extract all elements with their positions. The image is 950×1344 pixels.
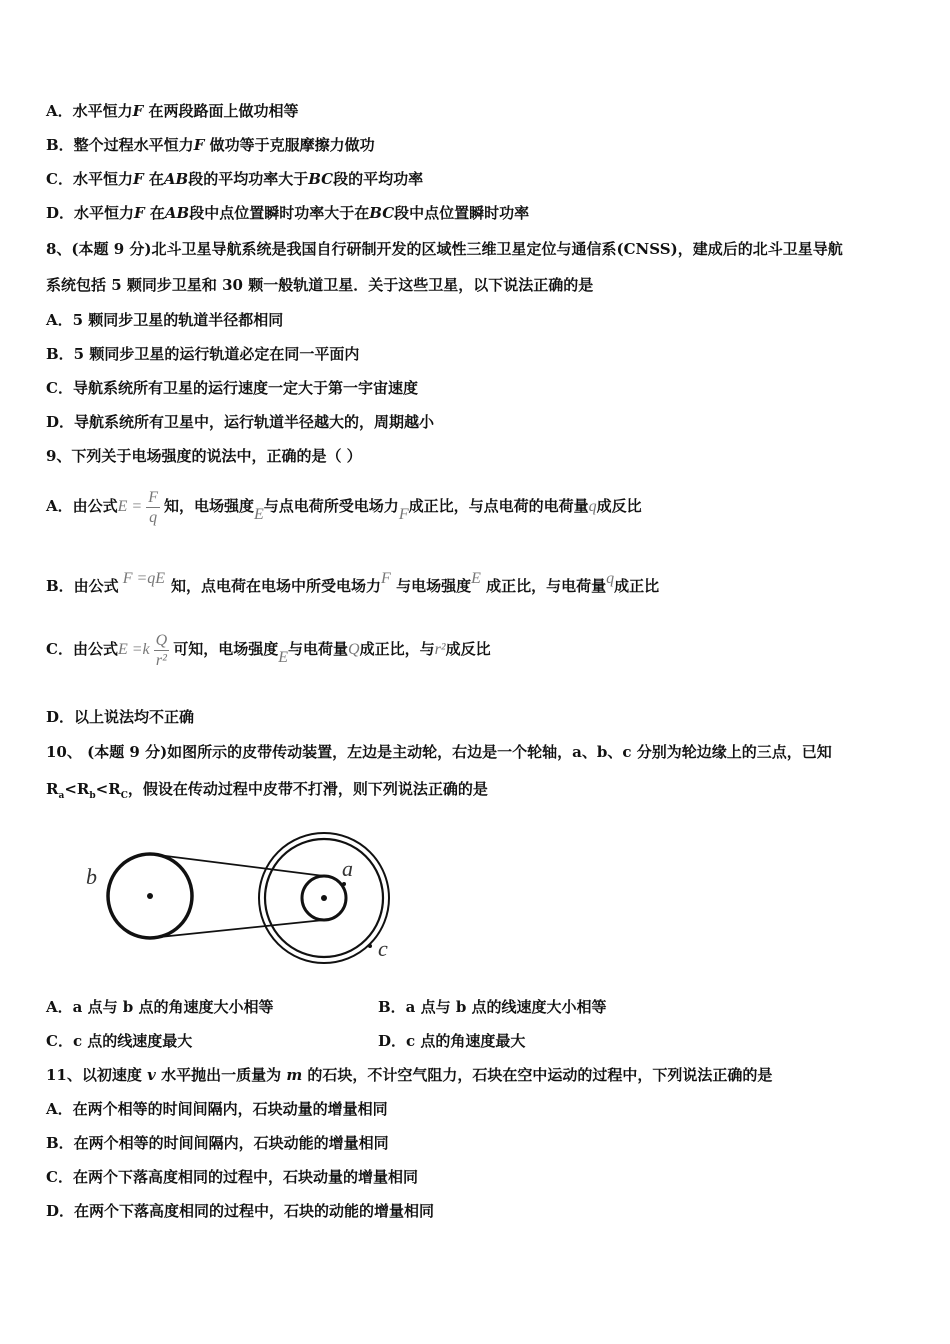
q7-option-b xyxy=(46,135,375,155)
q10-option-c: C．c 点的线速度最大 xyxy=(46,1032,193,1050)
symbol-e: E xyxy=(278,649,288,666)
text-segment: 成正比，与电荷量 xyxy=(486,577,607,595)
q11-option-b: B．在两个相等的时间间隔内，石块动能的增量相同 xyxy=(46,1134,389,1152)
symbol-v: v xyxy=(147,1066,156,1084)
right-wheel-axle xyxy=(321,895,327,901)
q7-option-d-mid: 段中点位置瞬时功率大于在 xyxy=(189,204,370,222)
symbol-bc: BC xyxy=(369,204,395,222)
q8-option-c: C．导航系统所有卫星的运行速度一定大于第一宇宙速度 xyxy=(46,379,418,397)
text-segment: R xyxy=(46,780,59,798)
symbol-m: m xyxy=(286,1066,303,1084)
q7-option-a-label: A．水平恒力 xyxy=(46,102,133,120)
text-in: 在 xyxy=(149,204,165,222)
formula-lhs: E = xyxy=(117,498,143,515)
subscript-a: a xyxy=(58,791,65,801)
left-wheel-axle xyxy=(147,893,153,899)
q10-option-b: B．a 点与 b 点的线速度大小相等 xyxy=(378,998,607,1016)
fraction-denominator: q xyxy=(149,508,158,526)
q10-stem-line-1: 10、 (本题 9 分)如图所示的皮带传动装置，左边是主动轮，右边是一个轮轴，a、b、c 分别为轮边缘上的三点，已知 xyxy=(46,743,832,761)
fraction-denominator: r² xyxy=(155,651,167,669)
text-segment: 成正比，与 xyxy=(359,640,435,658)
q9-option-a-label: A．由公式 xyxy=(46,497,118,515)
q11-option-a: A．在两个相等的时间间隔内，石块动量的增量相同 xyxy=(46,1100,388,1118)
symbol-q: Q xyxy=(348,641,360,658)
text-segment: 知，点电荷在电场中所受电场力 xyxy=(171,577,382,595)
text-segment: 成正比 xyxy=(614,577,660,595)
text-segment: 11、以初速度 xyxy=(46,1066,142,1084)
text-segment: 成反比 xyxy=(596,497,642,515)
q8-stem-line-2: 系统包括 5 颗同步卫星和 30 颗一般轨道卫星．关于这些卫星，以下说法正确的是 xyxy=(46,276,594,294)
label-a: a xyxy=(342,856,353,881)
text-segment: <R xyxy=(64,780,90,798)
q9-stem: 9、下列关于电场强度的说法中，正确的是（ ） xyxy=(46,447,362,465)
q10-option-a: A．a 点与 b 点的角速度大小相等 xyxy=(46,998,274,1016)
q7-option-c-mid: 段的平均功率大于 xyxy=(188,170,309,188)
symbol-e: E xyxy=(471,570,481,587)
q9-option-b xyxy=(46,566,659,607)
q9-option-c xyxy=(46,629,491,670)
text-segment: ，假设在传动过程中皮带不打滑，则下列说法正确的是 xyxy=(127,780,488,798)
q8-option-a: A．5 颗同步卫星的轨道半径都相同 xyxy=(46,311,284,329)
text-segment: 的石块，不计空气阻力，石块在空中运动的过程中，下列说法正确的是 xyxy=(307,1066,773,1084)
symbol-e: E xyxy=(254,506,264,523)
q9-option-b-label: B．由公式 xyxy=(46,577,119,595)
q7-option-b-label: B．整个过程水平恒力 xyxy=(46,136,194,154)
symbol-ab: AB xyxy=(163,170,189,188)
point-a xyxy=(342,882,346,886)
q7-option-d xyxy=(46,203,529,223)
q9-option-d: D．以上说法均不正确 xyxy=(46,708,195,726)
symbol-bc: BC xyxy=(308,170,334,188)
fraction-numerator: F xyxy=(148,488,158,506)
symbol-f: F xyxy=(134,204,145,222)
symbol-f: F xyxy=(132,170,144,188)
formula: F =qE xyxy=(122,570,166,587)
q7-option-c-rest: 段的平均功率 xyxy=(333,170,424,188)
formula-lhs: E =k xyxy=(117,641,150,658)
q9-option-c-label: C．由公式 xyxy=(46,640,118,658)
q7-option-a xyxy=(46,101,299,121)
text-segment: 可知，电场强度 xyxy=(173,640,279,658)
q11-stem xyxy=(46,1065,772,1085)
q11-option-c: C．在两个下落高度相同的过程中，石块动量的增量相同 xyxy=(46,1168,418,1186)
text-segment: 成正比，与点电荷的电荷量 xyxy=(408,497,589,515)
q7-option-d-label: D．水平恒力 xyxy=(46,204,135,222)
symbol-f: F xyxy=(398,506,409,523)
q8-option-b: B．5 颗同步卫星的运行轨道必定在同一平面内 xyxy=(46,345,360,363)
text-segment: 水平抛出一质量为 xyxy=(161,1066,282,1084)
q7-option-b-text: 做功等于克服摩擦力做功 xyxy=(209,136,375,154)
fraction-numerator: Q xyxy=(155,631,168,649)
text-in: 在 xyxy=(148,170,164,188)
label-b: b xyxy=(86,864,97,889)
q10-stem-line-2 xyxy=(46,779,488,806)
q8-stem-line-1: 8、(本题 9 分)北斗卫星导航系统是我国自行研制开发的区域性三维卫星定位与通信系(CNSS)，建成后的北斗卫星导航 xyxy=(46,240,843,258)
belt-pulley-diagram xyxy=(80,828,420,978)
formula-fraction xyxy=(146,488,160,527)
label-c: c xyxy=(378,936,388,961)
text-segment: 知，电场强度 xyxy=(164,497,255,515)
q9-option-a xyxy=(46,486,642,527)
subscript-b: b xyxy=(89,791,96,801)
point-c xyxy=(368,944,372,948)
q10-option-d: D．c 点的角速度最大 xyxy=(378,1032,526,1050)
text-segment: 与电荷量 xyxy=(287,640,348,658)
q7-option-c-label: C．水平恒力 xyxy=(46,170,133,188)
text-segment: 成反比 xyxy=(445,640,491,658)
formula-fraction xyxy=(154,631,170,670)
q7-option-a-text: 在两段路面上做功相等 xyxy=(148,102,299,120)
symbol-q: q xyxy=(606,570,615,587)
symbol-r-squared: r² xyxy=(434,641,446,658)
q7-option-c xyxy=(46,169,423,189)
symbol-f: F xyxy=(132,102,144,120)
q8-option-d: D．导航系统所有卫星中，运行轨道半径越大的，周期越小 xyxy=(46,413,435,431)
text-segment: 与点电荷所受电场力 xyxy=(263,497,399,515)
symbol-ab: AB xyxy=(164,204,190,222)
q11-option-d: D．在两个下落高度相同的过程中，石块的动能的增量相同 xyxy=(46,1202,435,1220)
symbol-q: q xyxy=(588,498,597,515)
symbol-f: F xyxy=(193,136,205,154)
symbol-f: F xyxy=(381,570,391,587)
text-segment: 与电场强度 xyxy=(396,577,472,595)
q7-option-d-rest: 段中点位置瞬时功率 xyxy=(394,204,530,222)
subscript-c: C xyxy=(120,791,128,801)
text-segment: <R xyxy=(95,780,121,798)
